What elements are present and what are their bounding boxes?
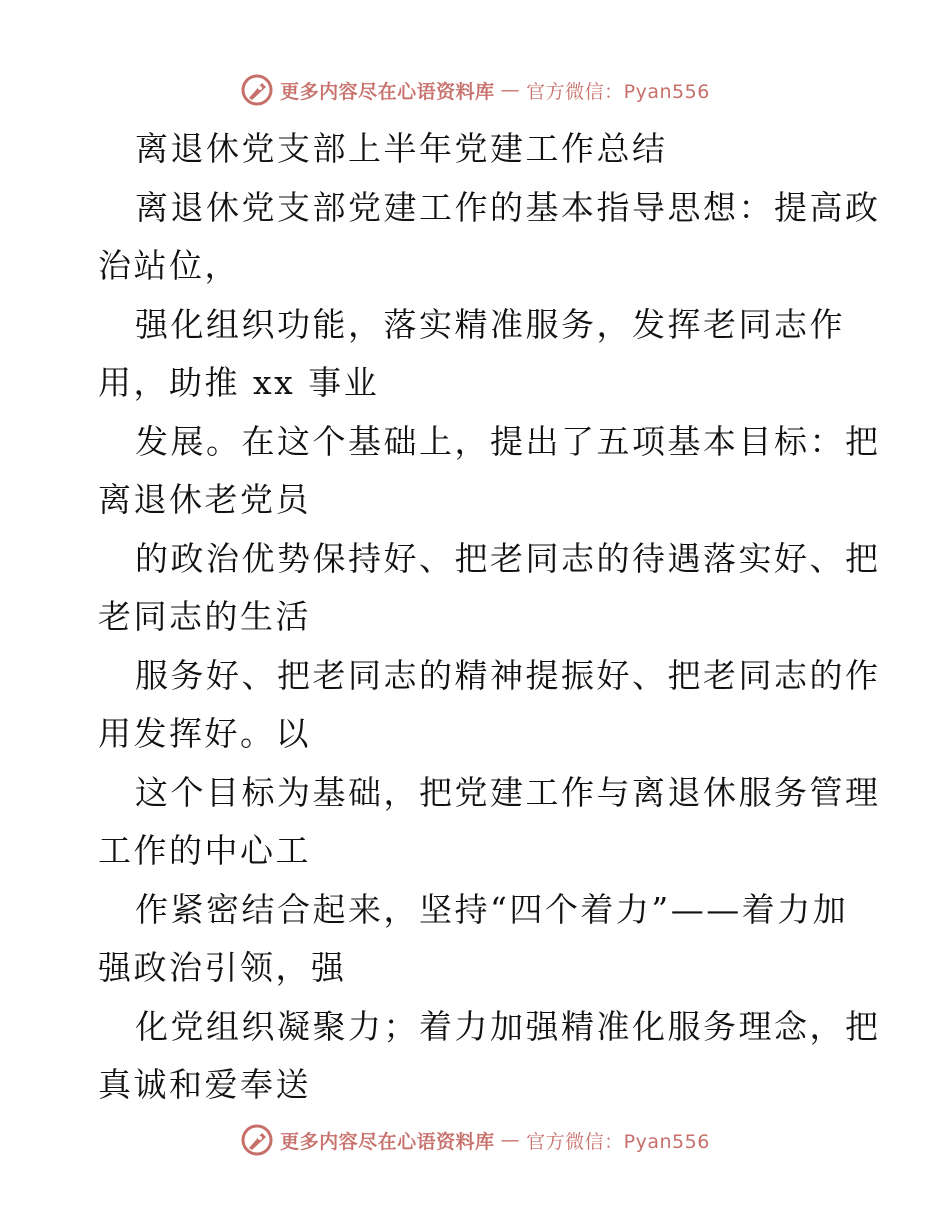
paragraph-line: 强化组织功能，落实精准服务，发挥老同志作 <box>135 304 845 344</box>
paragraph-line: 真诚和爱奉送 <box>98 1065 311 1104</box>
paragraph-line: 的政治优势保持好、把老同志的待遇落实好、把 <box>135 538 881 578</box>
pen-nib-circle-icon <box>240 1123 274 1157</box>
footer-watermark <box>0 1120 950 1160</box>
document-title: 离退休党支部上半年党建工作总结 <box>135 129 668 168</box>
paragraph-line: 化党组织凝聚力；着力加强精准化服务理念，把 <box>135 1006 881 1046</box>
paragraph-line: 用，助推 xx 事业 <box>98 363 380 402</box>
paragraph-line: 离退休老党员 <box>98 480 311 519</box>
watermark-brand-text: 更多内容尽在心语资料库 <box>280 1130 495 1153</box>
pen-nib-circle-icon <box>240 73 274 107</box>
paragraph-line: 离退休党支部党建工作的基本指导思想：提高政 <box>135 187 881 227</box>
watermark-wechat-text: 官方微信：Pyan556 <box>526 80 710 103</box>
paragraph-line: 老同志的生活 <box>98 597 311 636</box>
watermark-brand-text: 更多内容尽在心语资料库 <box>280 80 495 103</box>
watermark-wechat-text: 官方微信：Pyan556 <box>526 1130 710 1153</box>
watermark-separator: — <box>500 79 521 101</box>
paragraph-line: 强政治引领，强 <box>98 948 347 987</box>
paragraph-line: 工作的中心工 <box>98 831 311 870</box>
document-body <box>98 120 881 1115</box>
paragraph-line: 作紧密结合起来，坚持“四个着力”——着力加 <box>135 889 849 929</box>
paragraph-line: 发展。在这个基础上，提出了五项基本目标：把 <box>135 421 881 461</box>
header-watermark <box>0 70 950 110</box>
paragraph-line: 服务好、把老同志的精神提振好、把老同志的作 <box>135 655 881 695</box>
paragraph-line: 用发挥好。以 <box>98 714 311 753</box>
watermark-separator: — <box>500 1129 521 1151</box>
paragraph-line: 这个目标为基础，把党建工作与离退休服务管理 <box>135 772 881 812</box>
paragraph-line: 治站位， <box>98 246 240 285</box>
